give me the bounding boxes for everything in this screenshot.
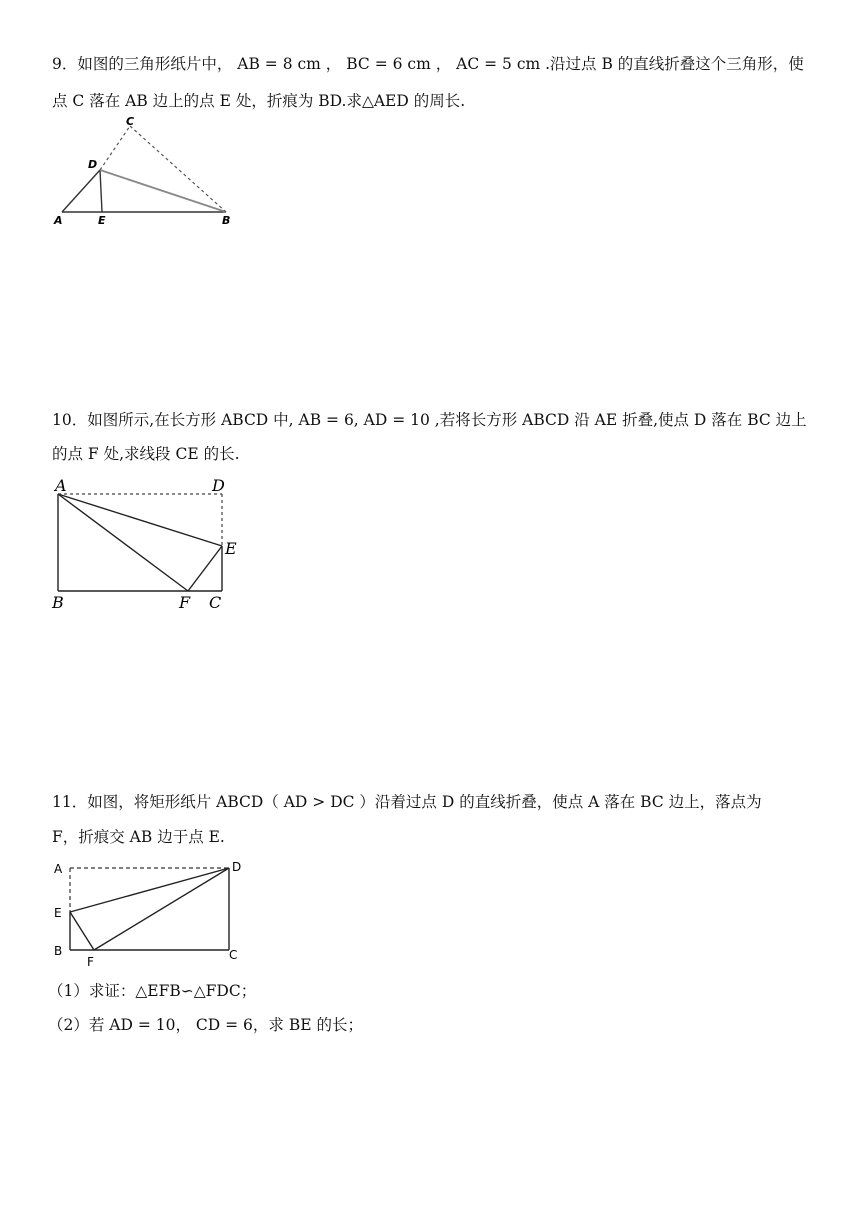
segment-FE xyxy=(188,546,222,591)
label-C: C xyxy=(126,115,135,128)
label-B: B xyxy=(54,944,63,958)
segment-CB-dashed xyxy=(130,126,226,212)
segment-AD xyxy=(62,170,100,212)
segment-DC-dashed xyxy=(100,126,130,170)
q10-text-line2: 的点 F 处,求线段 CE 的长. xyxy=(52,445,240,463)
label-C: C xyxy=(209,593,222,612)
label-F: F xyxy=(87,955,94,969)
segment-DB xyxy=(100,170,226,212)
label-A: A xyxy=(54,214,63,227)
label-D: D xyxy=(88,158,98,171)
q11-text-line1: 11．如图，将矩形纸片 ABCD（ AD > DC ）沿着过点 D 的直线折叠，使点 A 落在 BC 边上，落点为 xyxy=(52,793,762,811)
q9-text-line1: 9．如图的三角形纸片中， AB = 8 cm ， BC = 6 cm ， AC = 5 cm .沿过点 B 的直线折叠这个三角形，使 xyxy=(52,55,804,73)
label-B: B xyxy=(222,214,231,227)
q11-part1: （1）求证：△EFB∽△FDC； xyxy=(48,982,257,1000)
segment-AE xyxy=(58,494,222,546)
segment-DE xyxy=(100,170,102,212)
q10-text-line1: 10．如图所示,在长方形 ABCD 中, AB = 6, AD = 10 ,若将长方形 ABCD 沿 AE 折叠,使点 D 落在 BC 边上 xyxy=(52,411,807,429)
label-D: D xyxy=(212,476,225,495)
segment-FD xyxy=(94,868,229,950)
q9-text-line2: 点 C 落在 AB 边上的点 E 处，折痕为 BD.求△AED 的周长. xyxy=(52,92,466,110)
label-B: B xyxy=(52,593,64,612)
label-C: C xyxy=(229,948,238,962)
q11-part2: （2）若 AD = 10， CD = 6，求 BE 的长； xyxy=(48,1016,363,1034)
segment-AF xyxy=(58,494,188,591)
q10-rectangle-figure xyxy=(46,474,256,614)
label-F: F xyxy=(179,593,191,612)
segment-ED xyxy=(70,868,229,912)
q11-text-line2: F，折痕交 AB 边于点 E. xyxy=(52,828,225,846)
segment-EF xyxy=(70,912,94,950)
label-E: E xyxy=(98,214,106,227)
label-E: E xyxy=(54,906,62,920)
q11-rectangle-figure xyxy=(46,855,256,970)
label-A: A xyxy=(54,862,63,876)
label-E: E xyxy=(225,539,237,558)
label-D: D xyxy=(232,860,242,874)
q9-triangle-figure xyxy=(48,116,248,236)
label-A: A xyxy=(55,476,67,495)
